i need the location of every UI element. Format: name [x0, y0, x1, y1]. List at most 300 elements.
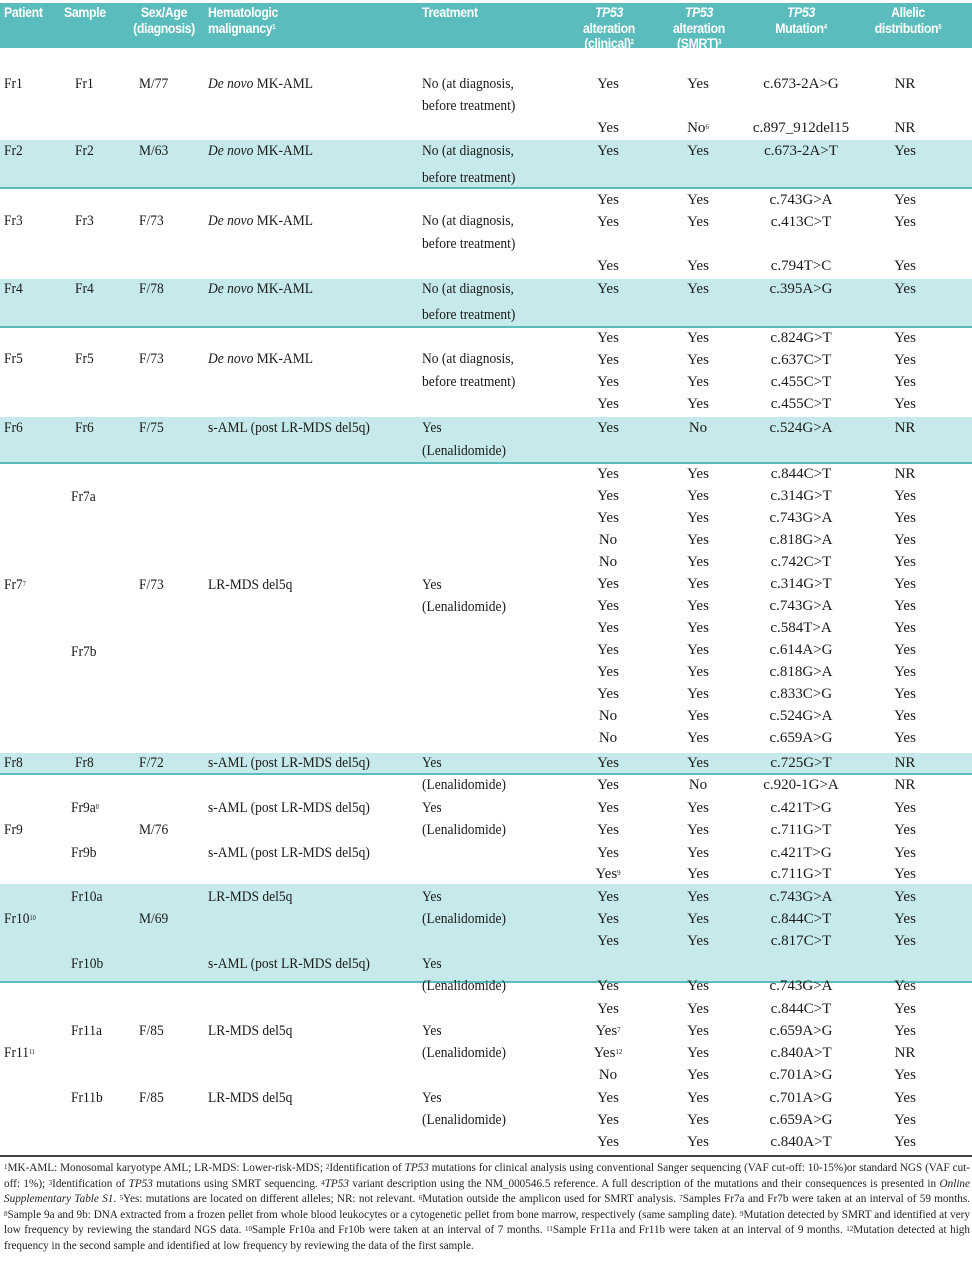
tp53-mutation-cell: [736, 488, 866, 504]
sex-age: F/73: [139, 577, 164, 593]
malignancy: [208, 281, 313, 297]
tp53-smrt-cell-text: Yes: [687, 800, 709, 816]
tp53-clinical-cell-text: Yes: [597, 330, 619, 346]
tp53-clinical-cell: [568, 488, 648, 504]
tp53-smrt-cell-text: Yes: [687, 532, 709, 548]
allelic-distribution-cell-text: Yes: [894, 374, 916, 390]
footnote-ref: 5: [938, 23, 942, 31]
patient-id-text: Fr10: [4, 911, 30, 927]
allelic-distribution-cell-text: Yes: [894, 396, 916, 412]
table-footnotes: [4, 1161, 970, 1255]
malignancy-text: MK-AML: [253, 351, 313, 367]
tp53-clinical-cell-text: Yes: [595, 866, 618, 882]
tp53-mutation-cell-text: c.455C>T: [770, 396, 832, 412]
tp53-smrt-cell-text: Yes: [687, 576, 709, 592]
malignancy-italic: De novo: [208, 76, 254, 92]
tp53-mutation-cell-text: c.840A>T: [770, 1045, 832, 1061]
sample-id: Fr10a: [71, 889, 103, 905]
treatment-line2: before treatment): [422, 236, 516, 252]
patient-id: Fr6: [4, 420, 23, 436]
tp53-smrt-cell: [658, 1067, 738, 1083]
tp53-clinical-cell: [568, 1112, 648, 1128]
row-divider: [0, 773, 972, 775]
malignancy: s-AML (post LR-MDS del5q): [208, 755, 370, 771]
allelic-distribution-cell-text: NR: [894, 120, 916, 136]
allelic-distribution-cell-text: Yes: [894, 686, 916, 702]
sample-id: Fr8: [75, 755, 94, 771]
header-malignancy-line1: Hematologic: [208, 4, 279, 20]
tp53-clinical-cell-text: Yes: [597, 510, 619, 526]
malignancy: s-AML (post LR-MDS del5q): [208, 956, 370, 972]
tp53-smrt-cell: [658, 978, 738, 994]
tp53-clinical-cell: [568, 642, 648, 658]
tp53-smrt-cell: [658, 889, 738, 905]
tp53-mutation-cell: [736, 1045, 866, 1061]
patient-id: Fr2: [4, 143, 23, 159]
sex-age: M/63: [139, 143, 169, 159]
footnote-2a: Identification of: [329, 1162, 405, 1174]
tp53-smrt-cell-text: Yes: [687, 510, 709, 526]
tp53-clinical-cell-text: Yes: [597, 686, 619, 702]
tp53-clinical-cell: [568, 1090, 648, 1106]
allelic-distribution-cell: [865, 686, 945, 702]
tp53-mutation-cell-text: c.711G>T: [770, 866, 832, 882]
allelic-distribution-cell-text: Yes: [894, 664, 916, 680]
treatment-line1: Yes: [422, 755, 442, 771]
tp53-clinical-cell: [568, 576, 648, 592]
tp53-smrt-cell: [658, 1112, 738, 1128]
allelic-distribution-cell-text: Yes: [894, 800, 916, 816]
allelic-distribution-cell-text: Yes: [894, 576, 916, 592]
allelic-distribution-cell-text: Yes: [894, 1001, 916, 1017]
tp53-mutation-cell: [736, 466, 866, 482]
tp53-smrt-cell: [658, 1134, 738, 1150]
tp53-smrt-cell: [658, 845, 738, 861]
treatment-line1: No (at diagnosis,: [422, 213, 514, 229]
malignancy-text: MK-AML: [253, 213, 313, 229]
tp53-mutation-cell-text: c.701A>G: [769, 1067, 833, 1083]
tp53-smrt-cell-text: Yes: [687, 708, 709, 724]
allelic-distribution-cell: [865, 488, 945, 504]
tp53-clinical-cell: [568, 978, 648, 994]
tp53-clinical-cell: [568, 686, 648, 702]
tp53-smrt-cell-text: Yes: [687, 281, 709, 297]
tp53-smrt-cell-text: Yes: [687, 330, 709, 346]
allelic-distribution-cell: [865, 889, 945, 905]
sample-id: Fr1: [75, 76, 94, 92]
footnote-marker: 6: [418, 1194, 423, 1203]
patient-id: Fr5: [4, 351, 23, 367]
tp53-clinical-cell: [568, 1134, 648, 1150]
allelic-distribution-cell: [865, 281, 945, 297]
header-tp53-mutation: [761, 5, 840, 36]
allelic-distribution-cell-text: Yes: [894, 1112, 916, 1128]
tp53-clinical-cell: [568, 800, 648, 816]
treatment-line2: before treatment): [422, 170, 516, 186]
tp53-smrt-cell-text: Yes: [687, 642, 709, 658]
sex-age: F/85: [139, 1090, 164, 1106]
tp53-smrt-cell-text: Yes: [687, 396, 709, 412]
header-allelic-distribution: [868, 5, 949, 36]
allelic-distribution-cell: [865, 258, 945, 274]
allelic-distribution-cell-text: Yes: [894, 1090, 916, 1106]
footnote-marker: 2: [325, 1163, 330, 1171]
treatment-line1: No (at diagnosis,: [422, 76, 514, 92]
allelic-distribution-cell: [865, 192, 945, 208]
tp53-smrt-cell: [658, 374, 738, 390]
tp53-smrt-cell-text: Yes: [687, 620, 709, 636]
allelic-distribution-cell: [865, 642, 945, 658]
treatment-line1: Yes: [422, 1023, 442, 1039]
tp53-clinical-cell-text: Yes: [593, 1045, 616, 1061]
tp53-smrt-cell-text: Yes: [687, 1134, 709, 1150]
tp53-smrt-cell: [658, 620, 738, 636]
row-divider: [0, 462, 972, 464]
tp53-mutation-cell-text: c.524G>A: [769, 420, 833, 436]
tp53-smrt-cell: [658, 510, 738, 526]
tp53-mutation-cell-text: c.844C>T: [770, 1001, 832, 1017]
tp53-mutation-cell: [736, 281, 866, 297]
sex-age: F/85: [139, 1023, 164, 1039]
tp53-smrt-cell: [658, 800, 738, 816]
tp53-clinical-cell-text: Yes: [597, 664, 619, 680]
tp53-mutation-cell-text: c.413C>T: [770, 214, 832, 230]
allelic-distribution-cell-text: NR: [894, 1045, 916, 1061]
footnote-marker: 5: [119, 1194, 124, 1203]
tp53-smrt-cell-text: Yes: [687, 822, 709, 838]
allelic-distribution-cell: [865, 777, 945, 793]
footnote-ref: 9: [617, 869, 621, 877]
allelic-distribution-cell: [865, 420, 945, 436]
allelic-distribution-cell: [865, 576, 945, 592]
header-smrt-line1: TP53: [684, 4, 714, 20]
allelic-distribution-cell-text: NR: [894, 76, 916, 92]
allelic-distribution-cell-text: NR: [894, 420, 916, 436]
footnote-8: Sample 9a and 9b: DNA extracted from a frozen pellet from whole blood leukocytes or a cytogenetic pellet from bone marrow, respectively (same sampling date).: [7, 1208, 741, 1221]
allelic-distribution-cell: [865, 1112, 945, 1128]
allelic-distribution-cell: [865, 352, 945, 368]
tp53-mutation-cell-text: c.743G>A: [769, 510, 833, 526]
tp53-clinical-cell: [568, 1001, 648, 1017]
tp53-mutation-cell: [736, 214, 866, 230]
tp53-smrt-cell: [658, 1045, 738, 1061]
footnote-ref: 4: [823, 23, 827, 31]
footnote-marker: 7: [679, 1194, 683, 1203]
tp53-mutation-cell: [736, 755, 866, 771]
tp53-smrt-cell-text: Yes: [687, 1023, 709, 1039]
footnote-5: Yes: mutations are located on different alleles; NR: not relevant.: [123, 1193, 419, 1206]
tp53-clinical-cell: [568, 76, 648, 92]
footnote-ref: 6: [705, 123, 709, 131]
sample-id: Fr11b: [71, 1090, 103, 1106]
patient-id: Fr9: [4, 822, 23, 838]
tp53-mutation-cell: [736, 598, 866, 614]
tp53-mutation-cell-text: c.701A>G: [769, 1090, 833, 1106]
malignancy: LR-MDS del5q: [208, 577, 293, 593]
footnote-ref: 2: [630, 39, 634, 46]
footnote-2b: mutations for clinical analysis using conventional Sanger sequencing (VAF cut-off: 10-15%)or standard NGS (VAF cut-off: 1%);: [4, 1162, 970, 1190]
tp53-mutation-cell: [736, 642, 866, 658]
malignancy-italic: De novo: [208, 143, 254, 159]
allelic-distribution-cell: [865, 554, 945, 570]
allelic-distribution-cell: [865, 214, 945, 230]
tp53-smrt-cell: [658, 120, 738, 136]
tp53-smrt-cell-text: Yes: [687, 214, 709, 230]
tp53-mutation-cell-text: c.742C>T: [770, 554, 832, 570]
sex-age: M/69: [139, 911, 169, 927]
tp53-clinical-cell: [568, 120, 648, 136]
allelic-distribution-cell-text: Yes: [894, 192, 916, 208]
tp53-smrt-cell-text: Yes: [687, 889, 709, 905]
allelic-distribution-cell-text: Yes: [894, 510, 916, 526]
tp53-clinical-cell-text: Yes: [597, 466, 619, 482]
patient-id: Fr3: [4, 213, 23, 229]
tp53-smrt-cell: [658, 420, 738, 436]
tp53-smrt-cell: [658, 866, 738, 882]
tp53-smrt-cell-text: No: [688, 777, 708, 793]
tp53-smrt-cell: [658, 143, 738, 159]
patient-id: Fr1: [4, 76, 23, 92]
header-sample: [64, 5, 106, 21]
sex-age: M/76: [139, 822, 169, 838]
footnote-marker: 12: [846, 1225, 854, 1234]
treatment-line1: Yes: [422, 956, 442, 972]
tp53-clinical-cell-text: Yes: [597, 933, 619, 949]
tp53-smrt-cell-text: Yes: [687, 1090, 709, 1106]
footnote-1: MK-AML: Monosomal karyotype AML; LR-MDS: Lower-risk-MDS;: [7, 1162, 326, 1174]
tp53-mutation-cell: [736, 143, 866, 159]
tp53-mutation-cell-text: c.584T>A: [770, 620, 832, 636]
tp53-clinical-cell: [568, 933, 648, 949]
footnote-4c: .: [113, 1193, 120, 1206]
tp53-smrt-cell-text: Yes: [687, 76, 709, 92]
malignancy-text: MK-AML: [253, 76, 313, 92]
treatment-line1: No (at diagnosis,: [422, 143, 514, 159]
treatment-line2: before treatment): [422, 98, 516, 114]
tp53-clinical-cell: [568, 143, 648, 159]
tp53-mutation-cell: [736, 1112, 866, 1128]
allelic-distribution-cell-text: Yes: [894, 532, 916, 548]
tp53-clinical-cell: [568, 889, 648, 905]
tp53-mutation-cell-text: c.743G>A: [769, 889, 833, 905]
tp53-clinical-cell-text: Yes: [597, 258, 619, 274]
tp53-mutation-cell: [736, 889, 866, 905]
tp53-mutation-cell-text: c.824G>T: [770, 330, 832, 346]
footnote-marker: 4: [321, 1178, 325, 1187]
allelic-distribution-cell-text: Yes: [894, 620, 916, 636]
malignancy: s-AML (post LR-MDS del5q): [208, 845, 370, 861]
header-clinical-line3: (clinical): [584, 35, 631, 51]
tp53-clinical-cell-text: Yes: [597, 192, 619, 208]
footnote-3b: mutations using SMRT sequencing.: [152, 1177, 322, 1190]
allelic-distribution-cell-text: Yes: [894, 1134, 916, 1150]
header-sex-age-line2: (diagnosis): [133, 19, 195, 36]
tp53-mutation-cell-text: c.844C>T: [770, 466, 832, 482]
tp53-mutation-cell: [736, 800, 866, 816]
sample-id: Fr2: [75, 143, 94, 159]
tp53-mutation-cell-text: c.711G>T: [770, 822, 832, 838]
tp53-mutation-cell-text: c.659A>G: [769, 1023, 833, 1039]
tp53-mutation-cell-text: c.614A>G: [769, 642, 833, 658]
tp53-smrt-cell-text: Yes: [687, 978, 709, 994]
treatment-line1: Yes: [422, 1090, 442, 1106]
malignancy-italic: De novo: [208, 351, 254, 367]
tp53-clinical-cell: [568, 374, 648, 390]
tp53-smrt-cell-text: Yes: [687, 755, 709, 771]
tp53-mutation-cell-text: c.637C>T: [770, 352, 832, 368]
tp53-mutation-cell-text: c.421T>G: [770, 845, 832, 861]
tp53-mutation-cell: [736, 258, 866, 274]
allelic-distribution-cell: [865, 598, 945, 614]
tp53-clinical-cell-text: Yes: [597, 1112, 619, 1128]
tp53-mutation-cell: [736, 933, 866, 949]
footnote-4b: variant description using the NM_000546.5 reference. A full description of the mutations and their consequences is presented in: [348, 1177, 940, 1190]
tp53-smrt-cell-text: Yes: [687, 374, 709, 390]
footnote-marker: 9: [740, 1209, 744, 1218]
tp53-smrt-cell: [658, 76, 738, 92]
malignancy: LR-MDS del5q: [208, 1090, 293, 1106]
sample-id: Fr5: [75, 351, 94, 367]
allelic-distribution-cell-text: Yes: [894, 352, 916, 368]
treatment-line2: (Lenalidomide): [422, 777, 506, 793]
tp53-smrt-cell-text: No: [688, 420, 708, 436]
tp53-clinical-cell: [568, 777, 648, 793]
tp53-mutation-cell-text: c.659A>G: [769, 1112, 833, 1128]
tp53-clinical-cell-text: No: [598, 554, 618, 570]
malignancy: [208, 76, 313, 92]
footnote-marker: 1: [4, 1163, 8, 1171]
tp53-clinical-cell: [568, 258, 648, 274]
table-header: [0, 3, 972, 51]
allelic-distribution-cell: [865, 866, 945, 882]
tp53-mutation-cell-text: c.725G>T: [770, 755, 832, 771]
row-divider: [0, 326, 972, 328]
tp53-clinical-cell: [568, 911, 648, 927]
malignancy: LR-MDS del5q: [208, 1023, 293, 1039]
allelic-distribution-cell: [865, 822, 945, 838]
row-divider: [0, 187, 972, 189]
tp53-clinical-cell: [568, 1045, 648, 1061]
tp53-smrt-cell-text: Yes: [687, 1045, 709, 1061]
tp53-mutation-cell-text: c.794T>C: [770, 258, 832, 274]
tp53-mutation-cell-text: c.818G>A: [769, 532, 833, 548]
tp53-smrt-cell: [658, 1023, 738, 1039]
tp53-mutation-cell-text: c.524G>A: [769, 708, 833, 724]
header-clinical-line1: TP53: [594, 4, 624, 20]
tp53-clinical-cell: [568, 845, 648, 861]
allelic-distribution-cell: [865, 374, 945, 390]
tp53-smrt-cell: [658, 777, 738, 793]
tp53-smrt-cell-text: Yes: [687, 488, 709, 504]
tp53-mutation-cell: [736, 664, 866, 680]
allelic-distribution-cell: [865, 1134, 945, 1150]
treatment-line2: before treatment): [422, 307, 516, 323]
tp53-smrt-cell: [658, 642, 738, 658]
allelic-distribution-cell-text: Yes: [894, 554, 916, 570]
tp53-mutation-cell-text: c.897_912del15: [752, 120, 850, 136]
allelic-distribution-cell: [865, 1023, 945, 1039]
footnote-6: Mutation outside the amplicon used for SMRT analysis.: [422, 1193, 680, 1206]
tp53-mutation-cell-text: c.673-2A>G: [763, 76, 839, 92]
header-sample-label: Sample: [64, 4, 106, 20]
tp53-smrt-cell: [658, 576, 738, 592]
tp53-smrt-cell-text: Yes: [687, 352, 709, 368]
allelic-distribution-cell-text: Yes: [894, 978, 916, 994]
tp53-mutation-cell-text: c.659A>G: [769, 730, 833, 746]
tp53-mutation-cell-text: c.818G>A: [769, 664, 833, 680]
sample-id-text: Fr9a: [71, 800, 96, 816]
tp53-clinical-cell-text: Yes: [597, 598, 619, 614]
allelic-distribution-cell-text: Yes: [894, 933, 916, 949]
tp53-mutation-cell: [736, 1023, 866, 1039]
treatment-line2: (Lenalidomide): [422, 911, 506, 927]
tp53-mutation-cell: [736, 777, 866, 793]
footnote-ref: 7: [22, 580, 26, 588]
tp53-smrt-cell-text: Yes: [687, 866, 709, 882]
treatment-line1: Yes: [422, 420, 442, 436]
allelic-distribution-cell: [865, 911, 945, 927]
tp53-smrt-cell-text: Yes: [687, 143, 709, 159]
header-smrt-line2: alteration: [673, 19, 725, 36]
footnote-ref: 12: [615, 1048, 623, 1056]
tp53-clinical-cell-text: Yes: [597, 1134, 619, 1150]
allelic-distribution-cell-text: NR: [894, 466, 916, 482]
tp53-clinical-cell-text: Yes: [597, 642, 619, 658]
tp53-clinical-cell-text: No: [598, 1067, 618, 1083]
tp53-clinical-cell: [568, 510, 648, 526]
tp53-smrt-cell: [658, 554, 738, 570]
allelic-distribution-cell-text: Yes: [894, 1067, 916, 1083]
allelic-distribution-cell: [865, 330, 945, 346]
treatment-line1: Yes: [422, 577, 442, 593]
tp53-smrt-cell: [658, 214, 738, 230]
tp53-mutation-cell-text: c.421T>G: [770, 800, 832, 816]
allelic-distribution-cell: [865, 800, 945, 816]
tp53-clinical-cell-text: Yes: [597, 777, 619, 793]
tp53-smrt-cell-text: Yes: [687, 730, 709, 746]
tp53-clinical-cell-text: Yes: [597, 143, 619, 159]
allelic-distribution-cell-text: NR: [894, 755, 916, 771]
footnote-marker: 10: [244, 1225, 252, 1234]
sample-id: Fr9b: [71, 845, 97, 861]
tp53-clinical-cell: [568, 1067, 648, 1083]
treatment-line2: (Lenalidomide): [422, 822, 506, 838]
patient-id: [4, 1045, 35, 1061]
malignancy: s-AML (post LR-MDS del5q): [208, 420, 370, 436]
allelic-distribution-cell: [865, 978, 945, 994]
tp53-clinical-cell-text: Yes: [597, 911, 619, 927]
tp53-smrt-cell-text: Yes: [687, 192, 709, 208]
allelic-distribution-cell: [865, 620, 945, 636]
allelic-distribution-cell: [865, 1067, 945, 1083]
allelic-distribution-cell: [865, 510, 945, 526]
malignancy-italic: De novo: [208, 213, 254, 229]
header-sex-age: [129, 5, 199, 36]
tp53-mutation-cell: [736, 845, 866, 861]
malignancy: LR-MDS del5q: [208, 889, 293, 905]
patient-id: Fr8: [4, 755, 23, 771]
allelic-distribution-cell-text: Yes: [894, 143, 916, 159]
footnote-ref: 7: [617, 1026, 621, 1034]
tp53-clinical-cell-text: Yes: [597, 822, 619, 838]
footnote-ref: 3: [717, 39, 722, 46]
tp53-clinical-cell: [568, 1023, 648, 1039]
allelic-distribution-cell-text: Yes: [894, 889, 916, 905]
tp53-mutation-cell-text: c.455C>T: [770, 374, 832, 390]
sample-id: Fr4: [75, 281, 94, 297]
sample-id: Fr6: [75, 420, 94, 436]
tp53-clinical-cell-text: Yes: [597, 120, 619, 136]
